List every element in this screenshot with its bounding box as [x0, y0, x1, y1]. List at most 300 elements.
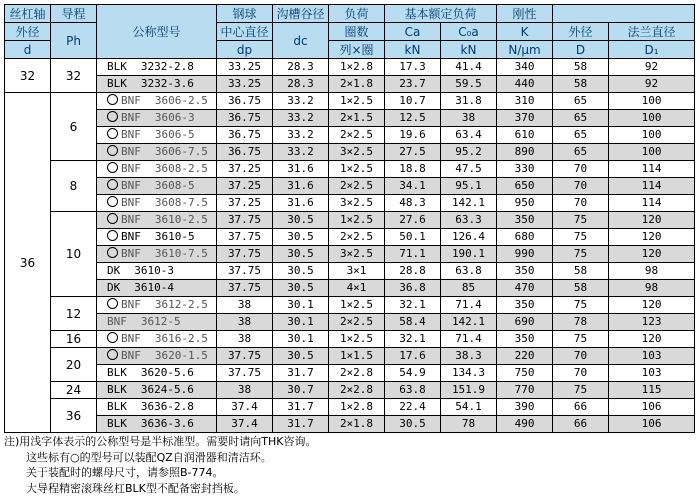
table-row	[5, 382, 695, 399]
model-prefix: BNF	[121, 298, 141, 311]
circle-mark-icon	[107, 230, 118, 241]
model-prefix: BNF	[121, 247, 141, 260]
model-cell	[97, 76, 217, 93]
model-prefix: BNF	[121, 179, 141, 192]
circle-mark-icon	[107, 94, 118, 105]
table-row	[5, 246, 695, 263]
table-row	[5, 280, 695, 297]
cell-turns: 1×2.5	[329, 297, 385, 314]
model-cell	[97, 280, 217, 297]
cell-dc: 33.2	[273, 93, 329, 110]
cell-dc: 30.1	[273, 297, 329, 314]
hdr-turns-3: 列×圈	[329, 41, 385, 59]
cell-turns: 2×1.8	[329, 416, 385, 433]
model-cell	[97, 416, 217, 433]
cell-dc: 30.1	[273, 331, 329, 348]
cell-d: 65	[553, 110, 609, 127]
cell-d: 58	[553, 280, 609, 297]
cell-turns: 2×2.5	[329, 314, 385, 331]
table-row	[5, 178, 695, 195]
cell-dp: 38	[217, 331, 273, 348]
model-code: 3610-7.5	[154, 247, 208, 260]
cell-dc: 31.6	[273, 161, 329, 178]
cell-c0a: 54.1	[441, 399, 497, 416]
circle-mark-icon	[107, 247, 118, 258]
model-cell	[97, 127, 217, 144]
cell-c0a: 134.3	[441, 365, 497, 382]
cell-k: 990	[497, 246, 553, 263]
note-line: 注)用浅字体表示的公称型号是半标准型。需要时请向THK咨询。	[4, 435, 317, 448]
cell-d1: 120	[609, 297, 695, 314]
cell-c0a: 78	[441, 416, 497, 433]
cell-c0a: 95.2	[441, 144, 497, 161]
cell-turns: 1×2.5	[329, 331, 385, 348]
cell-d: 70	[553, 348, 609, 365]
model-prefix: BNF	[121, 230, 141, 243]
hdr-groove-1: 沟槽谷径	[273, 5, 329, 23]
shaft-dia-cell: 36	[5, 93, 51, 433]
model-prefix: BLK	[107, 400, 127, 413]
model-code: 3612-5	[140, 315, 181, 328]
cell-ca: 48.3	[385, 195, 441, 212]
table-row	[5, 331, 695, 348]
model-cell	[97, 229, 217, 246]
cell-c0a: 63.3	[441, 212, 497, 229]
hdr-lead-2: Ph	[51, 23, 97, 59]
model-cell	[97, 331, 217, 348]
model-cell	[97, 348, 217, 365]
circle-mark-icon	[107, 145, 118, 156]
spec-table	[4, 4, 695, 433]
cell-c0a: 142.1	[441, 314, 497, 331]
table-row	[5, 76, 695, 93]
model-code: 3636-2.8	[140, 400, 194, 413]
cell-dp: 36.75	[217, 110, 273, 127]
cell-dp: 36.75	[217, 127, 273, 144]
model-prefix: DK	[107, 281, 121, 294]
cell-d: 65	[553, 127, 609, 144]
cell-ca: 34.1	[385, 178, 441, 195]
circle-mark-icon	[107, 162, 118, 173]
cell-d: 58	[553, 59, 609, 76]
cell-ca: 18.8	[385, 161, 441, 178]
cell-c0a: 190.1	[441, 246, 497, 263]
cell-d: 75	[553, 331, 609, 348]
lead-cell: 6	[51, 93, 97, 161]
cell-dp: 37.4	[217, 399, 273, 416]
cell-turns: 1×2.8	[329, 399, 385, 416]
hdr-flange-dia-1: 法兰直径	[609, 23, 695, 41]
model-prefix: BNF	[107, 315, 127, 328]
cell-dc: 30.1	[273, 314, 329, 331]
cell-ca: 22.4	[385, 399, 441, 416]
hdr-turns-2: 圈数	[329, 23, 385, 41]
model-prefix: BNF	[121, 196, 141, 209]
cell-turns: 3×2.5	[329, 195, 385, 212]
cell-dp: 38	[217, 382, 273, 399]
cell-dp: 37.4	[217, 416, 273, 433]
cell-dc: 31.7	[273, 399, 329, 416]
cell-k: 350	[497, 212, 553, 229]
cell-d1: 114	[609, 195, 695, 212]
cell-ca: 36.8	[385, 280, 441, 297]
cell-d1: 106	[609, 399, 695, 416]
cell-k: 440	[497, 76, 553, 93]
table-row	[5, 144, 695, 161]
model-cell	[97, 382, 217, 399]
cell-d: 65	[553, 144, 609, 161]
table-row	[5, 161, 695, 178]
lead-cell: 36	[51, 399, 97, 433]
hdr-ball-center-3: dp	[217, 41, 273, 59]
model-prefix: BNF	[121, 111, 141, 124]
cell-dp: 37.75	[217, 246, 273, 263]
lead-cell: 8	[51, 161, 97, 212]
hdr-ball-center-1: 钢球	[217, 5, 273, 23]
hdr-shaft-dia-2: 外径	[5, 23, 51, 41]
model-prefix: BNF	[121, 213, 141, 226]
hdr-turns-1: 负荷	[329, 5, 385, 23]
model-code: 3608-7.5	[154, 196, 208, 209]
cell-d: 75	[553, 229, 609, 246]
cell-dp: 37.75	[217, 263, 273, 280]
circle-mark-icon	[107, 196, 118, 207]
model-code: 3606-2.5	[154, 94, 208, 107]
cell-ca: 23.7	[385, 76, 441, 93]
table-body	[5, 59, 695, 433]
model-cell	[97, 212, 217, 229]
hdr-rated-load: 基本额定负荷	[385, 5, 497, 23]
cell-d1: 120	[609, 212, 695, 229]
cell-d: 66	[553, 416, 609, 433]
model-code: 3610-2.5	[154, 213, 208, 226]
model-code: 3620-1.5	[154, 349, 208, 362]
model-cell	[97, 365, 217, 382]
cell-dp: 33.25	[217, 59, 273, 76]
cell-dp: 36.75	[217, 93, 273, 110]
model-prefix: BNF	[121, 332, 141, 345]
hdr-c0a-2: kN	[441, 41, 497, 59]
model-prefix: BNF	[121, 94, 141, 107]
cell-dc: 33.2	[273, 144, 329, 161]
model-cell	[97, 178, 217, 195]
hdr-shaft-dia-1: 丝杠轴	[5, 5, 51, 23]
cell-dp: 37.75	[217, 348, 273, 365]
hdr-shaft-dia-3: d	[5, 41, 51, 59]
cell-d1: 100	[609, 127, 695, 144]
cell-turns: 2×2.5	[329, 127, 385, 144]
table-row	[5, 59, 695, 76]
cell-d: 70	[553, 195, 609, 212]
hdr-outer-dia-1: 外径	[553, 23, 609, 41]
cell-d1: 100	[609, 110, 695, 127]
cell-d1: 103	[609, 348, 695, 365]
cell-c0a: 41.4	[441, 59, 497, 76]
cell-turns: 1×2.5	[329, 212, 385, 229]
cell-d1: 106	[609, 416, 695, 433]
model-prefix: BNF	[121, 145, 141, 158]
model-code: 3606-5	[154, 128, 195, 141]
cell-k: 490	[497, 416, 553, 433]
cell-dc: 30.5	[273, 263, 329, 280]
cell-c0a: 126.4	[441, 229, 497, 246]
cell-c0a: 63.8	[441, 263, 497, 280]
hdr-blank	[553, 5, 695, 23]
lead-cell: 16	[51, 331, 97, 348]
model-prefix: DK	[107, 264, 121, 277]
cell-turns: 2×2.8	[329, 365, 385, 382]
model-code: 3636-3.6	[140, 417, 194, 430]
cell-d: 75	[553, 382, 609, 399]
cell-ca: 27.5	[385, 144, 441, 161]
model-code: 3620-5.6	[140, 366, 194, 379]
note-line: 大导程精密滚珠丝杠BLK型不配备密封挡板。	[26, 481, 245, 495]
table-row	[5, 263, 695, 280]
cell-ca: 54.9	[385, 365, 441, 382]
hdr-groove-2: dc	[273, 23, 329, 59]
cell-turns: 3×2.5	[329, 246, 385, 263]
cell-d: 65	[553, 93, 609, 110]
cell-d1: 120	[609, 331, 695, 348]
cell-c0a: 63.4	[441, 127, 497, 144]
table-row	[5, 365, 695, 382]
cell-d: 75	[553, 297, 609, 314]
lead-cell: 32	[51, 59, 97, 93]
cell-dc: 31.7	[273, 365, 329, 382]
model-cell	[97, 246, 217, 263]
cell-c0a: 59.5	[441, 76, 497, 93]
cell-c0a: 85	[441, 280, 497, 297]
table-row	[5, 348, 695, 365]
circle-mark-icon	[107, 332, 118, 343]
model-prefix: BNF	[121, 128, 141, 141]
cell-k: 770	[497, 382, 553, 399]
model-code: 3608-5	[154, 179, 195, 192]
cell-dp: 38	[217, 297, 273, 314]
cell-d1: 115	[609, 382, 695, 399]
cell-k: 310	[497, 93, 553, 110]
table-row	[5, 229, 695, 246]
cell-ca: 30.5	[385, 416, 441, 433]
cell-turns: 3×2.5	[329, 144, 385, 161]
cell-ca: 71.1	[385, 246, 441, 263]
cell-ca: 32.1	[385, 297, 441, 314]
cell-dp: 37.75	[217, 280, 273, 297]
cell-k: 220	[497, 348, 553, 365]
lead-cell: 12	[51, 297, 97, 331]
cell-dp: 33.25	[217, 76, 273, 93]
model-code: 3610-3	[134, 264, 174, 277]
cell-d: 70	[553, 161, 609, 178]
cell-dc: 33.2	[273, 110, 329, 127]
hdr-ball-center-2: 中心直径	[217, 23, 273, 41]
cell-dc: 31.6	[273, 178, 329, 195]
cell-d: 70	[553, 365, 609, 382]
cell-c0a: 142.1	[441, 195, 497, 212]
cell-c0a: 47.5	[441, 161, 497, 178]
hdr-lead-1: 导程	[51, 5, 97, 23]
circle-mark-icon	[107, 128, 118, 139]
model-code: 3608-2.5	[154, 162, 208, 175]
cell-d1: 100	[609, 93, 695, 110]
cell-dp: 37.25	[217, 161, 273, 178]
cell-dc: 30.5	[273, 280, 329, 297]
model-cell	[97, 59, 217, 76]
note-line: 关于装配时的螺母尺寸，请参照B-774。	[26, 466, 224, 479]
cell-d1: 98	[609, 280, 695, 297]
cell-dp: 37.75	[217, 229, 273, 246]
cell-k: 750	[497, 365, 553, 382]
hdr-c0a-1: C₀a	[441, 23, 497, 41]
notes	[4, 434, 317, 496]
cell-dp: 37.25	[217, 195, 273, 212]
model-code: 3616-2.5	[154, 332, 208, 345]
cell-k: 340	[497, 59, 553, 76]
lead-cell: 20	[51, 348, 97, 382]
table-header	[5, 5, 695, 59]
model-cell	[97, 93, 217, 110]
model-cell	[97, 297, 217, 314]
cell-c0a: 38	[441, 110, 497, 127]
table-row	[5, 195, 695, 212]
cell-d: 58	[553, 76, 609, 93]
cell-k: 330	[497, 161, 553, 178]
cell-turns: 4×1	[329, 280, 385, 297]
table-row	[5, 416, 695, 433]
shaft-dia-cell: 32	[5, 59, 51, 93]
circle-mark-icon	[107, 349, 118, 360]
cell-k: 610	[497, 127, 553, 144]
model-cell	[97, 161, 217, 178]
model-cell	[97, 399, 217, 416]
cell-d1: 114	[609, 161, 695, 178]
table-row	[5, 297, 695, 314]
cell-ca: 12.5	[385, 110, 441, 127]
cell-turns: 3×1	[329, 263, 385, 280]
cell-turns: 2×1.5	[329, 110, 385, 127]
cell-turns: 1×2.5	[329, 93, 385, 110]
model-code: 3606-7.5	[154, 145, 208, 158]
table-row	[5, 110, 695, 127]
model-prefix: BNF	[121, 349, 141, 362]
model-cell	[97, 144, 217, 161]
note-line: 这些标有○的型号可以装配QZ自润滑器和清洁环。	[26, 450, 272, 464]
model-code: 3624-5.6	[140, 383, 194, 396]
cell-k: 370	[497, 110, 553, 127]
cell-d: 66	[553, 399, 609, 416]
hdr-outer-dia-2: D	[553, 41, 609, 59]
model-cell	[97, 314, 217, 331]
cell-d1: 100	[609, 144, 695, 161]
cell-d: 75	[553, 246, 609, 263]
hdr-ca-2: kN	[385, 41, 441, 59]
cell-dc: 30.5	[273, 246, 329, 263]
cell-d1: 103	[609, 365, 695, 382]
cell-ca: 28.8	[385, 263, 441, 280]
model-code: 3610-4	[134, 281, 174, 294]
lead-cell: 24	[51, 382, 97, 399]
cell-c0a: 95.1	[441, 178, 497, 195]
cell-ca: 27.6	[385, 212, 441, 229]
circle-mark-icon	[107, 111, 118, 122]
hdr-rigidity-1: 刚性	[497, 5, 553, 23]
cell-k: 470	[497, 280, 553, 297]
cell-ca: 58.4	[385, 314, 441, 331]
hdr-model: 公称型号	[97, 5, 217, 59]
cell-k: 650	[497, 178, 553, 195]
cell-d: 58	[553, 263, 609, 280]
circle-mark-icon	[107, 213, 118, 224]
cell-c0a: 71.4	[441, 331, 497, 348]
lead-cell: 10	[51, 212, 97, 297]
model-code: 3232-3.6	[140, 77, 194, 90]
model-prefix: BLK	[107, 417, 127, 430]
cell-k: 690	[497, 314, 553, 331]
model-prefix: BLK	[107, 383, 127, 396]
cell-turns: 1×2.5	[329, 161, 385, 178]
cell-ca: 19.6	[385, 127, 441, 144]
cell-dp: 38	[217, 314, 273, 331]
cell-ca: 50.1	[385, 229, 441, 246]
model-code: 3606-3	[154, 111, 195, 124]
cell-dc: 28.3	[273, 59, 329, 76]
cell-k: 680	[497, 229, 553, 246]
cell-turns: 2×2.5	[329, 229, 385, 246]
cell-dp: 37.75	[217, 212, 273, 229]
hdr-ca-1: Ca	[385, 23, 441, 41]
table-row	[5, 314, 695, 331]
cell-dc: 28.3	[273, 76, 329, 93]
circle-mark-icon	[107, 298, 118, 309]
cell-dc: 31.7	[273, 416, 329, 433]
cell-d: 75	[553, 212, 609, 229]
cell-ca: 32.1	[385, 331, 441, 348]
cell-c0a: 71.4	[441, 297, 497, 314]
table-row	[5, 127, 695, 144]
cell-k: 350	[497, 263, 553, 280]
circle-mark-icon	[107, 179, 118, 190]
cell-d: 70	[553, 178, 609, 195]
model-code: 3610-5	[154, 230, 195, 243]
cell-k: 390	[497, 399, 553, 416]
hdr-flange-dia-2: D₁	[609, 41, 695, 59]
table-row	[5, 93, 695, 110]
cell-dc: 30.7	[273, 382, 329, 399]
cell-c0a: 31.8	[441, 93, 497, 110]
cell-dc: 30.5	[273, 212, 329, 229]
cell-d1: 123	[609, 314, 695, 331]
model-cell	[97, 110, 217, 127]
cell-d1: 114	[609, 178, 695, 195]
model-prefix: BNF	[121, 162, 141, 175]
cell-k: 950	[497, 195, 553, 212]
cell-dp: 37.25	[217, 178, 273, 195]
model-prefix: BLK	[107, 366, 127, 379]
cell-d1: 92	[609, 76, 695, 93]
cell-ca: 10.7	[385, 93, 441, 110]
cell-k: 350	[497, 297, 553, 314]
model-cell	[97, 195, 217, 212]
hdr-rigidity-2: K	[497, 23, 553, 41]
cell-d1: 92	[609, 59, 695, 76]
hdr-rigidity-3: N/μm	[497, 41, 553, 59]
cell-turns: 1×2.8	[329, 59, 385, 76]
cell-k: 890	[497, 144, 553, 161]
cell-dp: 36.75	[217, 144, 273, 161]
cell-dp: 37.75	[217, 365, 273, 382]
cell-dc: 30.5	[273, 229, 329, 246]
table-row	[5, 399, 695, 416]
